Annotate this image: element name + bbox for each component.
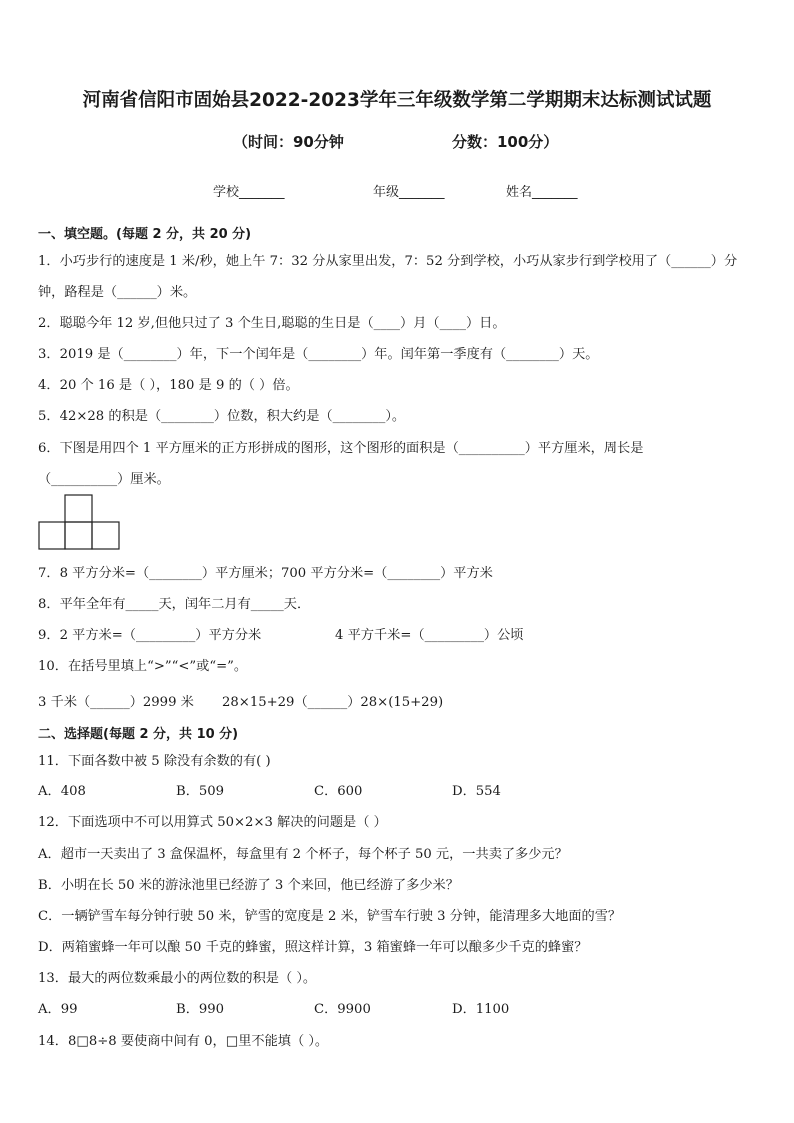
- question-12-stem: 12．下面选项中不可以用算式 50×2×3 解决的问题是（ ）: [38, 815, 387, 830]
- question-11-option-d[interactable]: D．554: [452, 784, 501, 799]
- question-11-option-b[interactable]: B．509: [176, 784, 225, 799]
- question-6-line-2: （__________）厘米。: [38, 472, 170, 487]
- section-heading-choice: 二、选择题(每题 2 分，共 10 分): [38, 727, 239, 742]
- name-field[interactable]: 姓名_______: [506, 185, 578, 200]
- question-3: 3．2019 是（________）年，下一个闰年是（________）年。闰年第一季度有（________）天。: [38, 347, 599, 362]
- grade-field[interactable]: [373, 181, 445, 200]
- question-2: 2．聪聪今年 12 岁,但他只过了 3 个生日,聪聪的生日是（____）月（____）日。: [38, 316, 506, 331]
- question-14: 14．8□8÷8 要使商中间有 0，□里不能填（ ）。: [38, 1034, 329, 1049]
- figure-square-left: [39, 522, 65, 549]
- question-12-option-c[interactable]: C．一辆铲雪车每分钟行驶 50 米，铲雪的宽度是 2 米，铲雪车行驶 3 分钟，能清理多大地面的雪？: [38, 909, 622, 924]
- question-13-option-d[interactable]: D．1100: [452, 1002, 510, 1017]
- total-score: 分数：100分）: [452, 133, 559, 151]
- grade-field-prefix: 年: [373, 185, 387, 200]
- question-13-stem: 13．最大的两位数乘最小的两位数的积是（ ）。: [38, 971, 317, 986]
- figure-square-middle: [65, 522, 92, 549]
- question-10-stem: 10．在括号里填上“>”“<”或“=”。: [38, 659, 248, 674]
- question-1-line-1: 1．小巧步行的速度是 1 米/秒，她上午 7：32 分从家里出发，7：52 分到学校，小巧从家步行到学校用了（______）分: [38, 254, 738, 269]
- question-6-line-1: 6．下图是用四个 1 平方厘米的正方形拼成的图形，这个图形的面积是（__________）平方厘米，周长是: [38, 441, 644, 456]
- grade-field-blank: 级_______: [386, 185, 445, 200]
- question-12-option-a[interactable]: A．超市一天卖出了 3 盒保温杯，每盒里有 2 个杯子，每个杯子 50 元，一共卖了多少元？: [38, 847, 568, 862]
- question-11-stem: 11．下面各数中被 5 除没有余数的有( ): [38, 754, 271, 769]
- figure-square-top: [65, 495, 92, 522]
- question-9-part-1: 9．2 平方米=（_________）平方分米: [38, 628, 262, 643]
- question-1-line-2: 钟，路程是（______）米。: [38, 285, 197, 300]
- figure-square-right: [92, 522, 119, 549]
- question-5: 5．42×28 的积是（________）位数，积大约是（________）。: [38, 409, 406, 424]
- question-13-option-b[interactable]: B．990: [176, 1002, 225, 1017]
- question-4: 4．20 个 16 是（ ），180 是 9 的（ ）倍。: [38, 378, 299, 393]
- question-7: 7．8 平方分米=（________）平方厘米；700 平方分米=（________）平方米: [38, 566, 493, 581]
- question-11-option-a[interactable]: A．408: [38, 784, 86, 799]
- school-field[interactable]: 学校_______: [213, 185, 285, 200]
- time-limit: （时间：90分钟: [233, 133, 344, 151]
- question-12-option-d[interactable]: D．两箱蜜蜂一年可以酿 50 千克的蜂蜜，照这样计算，3 箱蜜蜂一年可以酿多少千克的蜂蜜？: [38, 940, 588, 955]
- question-13-option-a[interactable]: A．99: [38, 1002, 78, 1017]
- question-10-part-1: 3 千米（______）2999 米: [38, 695, 194, 710]
- four-squares-figure: [38, 494, 120, 550]
- question-9-part-2: 4 平方千米=（_________）公顷: [335, 628, 524, 643]
- question-13-option-c[interactable]: C．9900: [314, 1002, 371, 1017]
- section-heading-fill-in: 一、填空题。(每题 2 分，共 20 分): [38, 227, 252, 242]
- question-12-option-b[interactable]: B．小明在长 50 米的游泳池里已经游了 3 个来回，他已经游了多少米？: [38, 878, 459, 893]
- question-10-part-2: 28×15+29（______）28×(15+29): [222, 695, 444, 710]
- page-title: 河南省信阳市固始县2022-2023学年三年级数学第二学期期末达标测试试题: [82, 90, 712, 111]
- question-8: 8．平年全年有_____天，闰年二月有_____天．: [38, 597, 311, 612]
- question-11-option-c[interactable]: C．600: [314, 784, 363, 799]
